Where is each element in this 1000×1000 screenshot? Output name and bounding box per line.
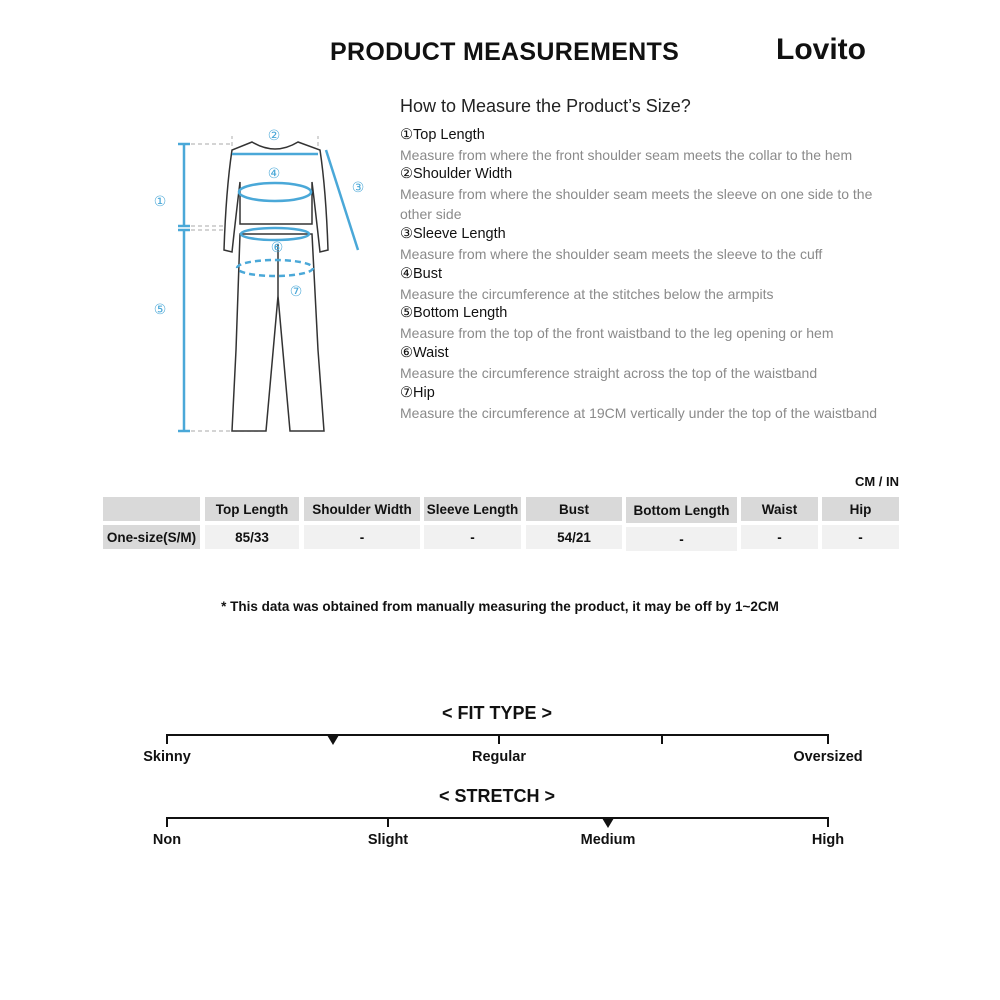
stretch-label: Slight bbox=[367, 832, 409, 848]
fit-type-label: Oversized bbox=[793, 749, 863, 765]
stretch-tick bbox=[827, 817, 829, 827]
stretch-label: Non bbox=[152, 832, 182, 848]
table-cell: 85/33 bbox=[205, 525, 299, 549]
table-cell: - bbox=[626, 527, 737, 551]
table-cell: - bbox=[424, 525, 521, 549]
guide-item-top-length bbox=[400, 126, 880, 165]
units-label: CM / IN bbox=[854, 474, 899, 489]
diagram-label-1: ① bbox=[153, 194, 167, 210]
table-cell: - bbox=[822, 525, 899, 549]
table-cell: - bbox=[741, 525, 818, 549]
diagram-label-3: ③ bbox=[351, 180, 365, 196]
stretch-title: < STRETCH > bbox=[438, 786, 556, 806]
guide-item-name: ⑥Waist bbox=[400, 345, 449, 361]
guide-item-bust bbox=[400, 265, 880, 304]
fit-type-label: Regular bbox=[472, 749, 526, 765]
diagram-label-4: ④ bbox=[267, 166, 281, 182]
guide-item-desc: Measure from the top of the front waistband to the leg opening or hem bbox=[400, 325, 834, 341]
guide-item-desc: Measure the circumference at the stitches below the armpits bbox=[400, 286, 774, 302]
fit-type-tick bbox=[498, 734, 500, 744]
guide-item-desc: Measure the circumference straight across the top of the waistband bbox=[400, 365, 818, 381]
diagram-label-5: ⑤ bbox=[153, 302, 167, 318]
table-header-cell: Sleeve Length bbox=[424, 497, 521, 521]
stretch-line bbox=[166, 817, 829, 819]
guide-item-hip bbox=[400, 384, 880, 423]
table-row-label: One-size(S/M) bbox=[103, 525, 200, 549]
table-header-cell: Bottom Length bbox=[626, 497, 737, 523]
fit-type-title: < FIT TYPE > bbox=[441, 703, 553, 723]
garment-diagram bbox=[140, 120, 380, 440]
stretch-marker-icon bbox=[602, 818, 614, 828]
guide-item-sleeve-length bbox=[400, 225, 880, 264]
diagram-label-6: ⑥ bbox=[270, 240, 284, 256]
table-header-cell: Top Length bbox=[205, 497, 299, 521]
guide-item-waist bbox=[400, 344, 880, 383]
measurement-note: * This data was obtained from manually measuring the product, it may be off by 1~2CM bbox=[221, 599, 779, 614]
stretch-label: Medium bbox=[580, 832, 636, 848]
guide-item-name: ④Bust bbox=[400, 266, 443, 282]
table-header-cell: Waist bbox=[741, 497, 818, 521]
guide-item-desc: Measure the circumference at 19CM vertically under the top of the waistband bbox=[400, 405, 878, 421]
table-header-cell: Bust bbox=[526, 497, 622, 521]
table-header-cell: Hip bbox=[822, 497, 899, 521]
guide-item-desc: Measure from where the shoulder seam meets the sleeve to the cuff bbox=[400, 246, 823, 262]
table-cell: 54/21 bbox=[526, 525, 622, 549]
stretch-tick bbox=[166, 817, 168, 827]
fit-type-tick bbox=[661, 734, 663, 744]
guide-item-name: ③Sleeve Length bbox=[400, 226, 506, 242]
diagram-label-2: ② bbox=[267, 128, 281, 144]
guide-heading: How to Measure the Product’s Size? bbox=[400, 96, 691, 116]
table-header-cell: Shoulder Width bbox=[304, 497, 420, 521]
guide-item-desc: Measure from where the shoulder seam meets the sleeve on one side to the other side bbox=[400, 186, 873, 222]
diagram-label-7: ⑦ bbox=[289, 284, 303, 300]
stretch-label: High bbox=[811, 832, 845, 848]
guide-item-name: ⑦Hip bbox=[400, 385, 435, 401]
brand-logo: Lovito bbox=[776, 33, 866, 66]
guide-item-name: ⑤Bottom Length bbox=[400, 305, 508, 321]
guide-item-shoulder-width bbox=[400, 165, 880, 224]
guide-item-bottom-length bbox=[400, 304, 880, 343]
fit-type-label: Skinny bbox=[143, 749, 191, 765]
table-header-cell bbox=[103, 497, 200, 521]
stretch-tick bbox=[387, 817, 389, 827]
guide-item-name: ②Shoulder Width bbox=[400, 166, 513, 182]
fit-type-tick bbox=[827, 734, 829, 744]
guide-item-name: ①Top Length bbox=[400, 127, 485, 143]
fit-type-marker-icon bbox=[327, 735, 339, 745]
guide-item-desc: Measure from where the front shoulder seam meets the collar to the hem bbox=[400, 147, 853, 163]
page-title: PRODUCT MEASUREMENTS bbox=[330, 38, 680, 66]
table-cell: - bbox=[304, 525, 420, 549]
fit-type-tick bbox=[166, 734, 168, 744]
